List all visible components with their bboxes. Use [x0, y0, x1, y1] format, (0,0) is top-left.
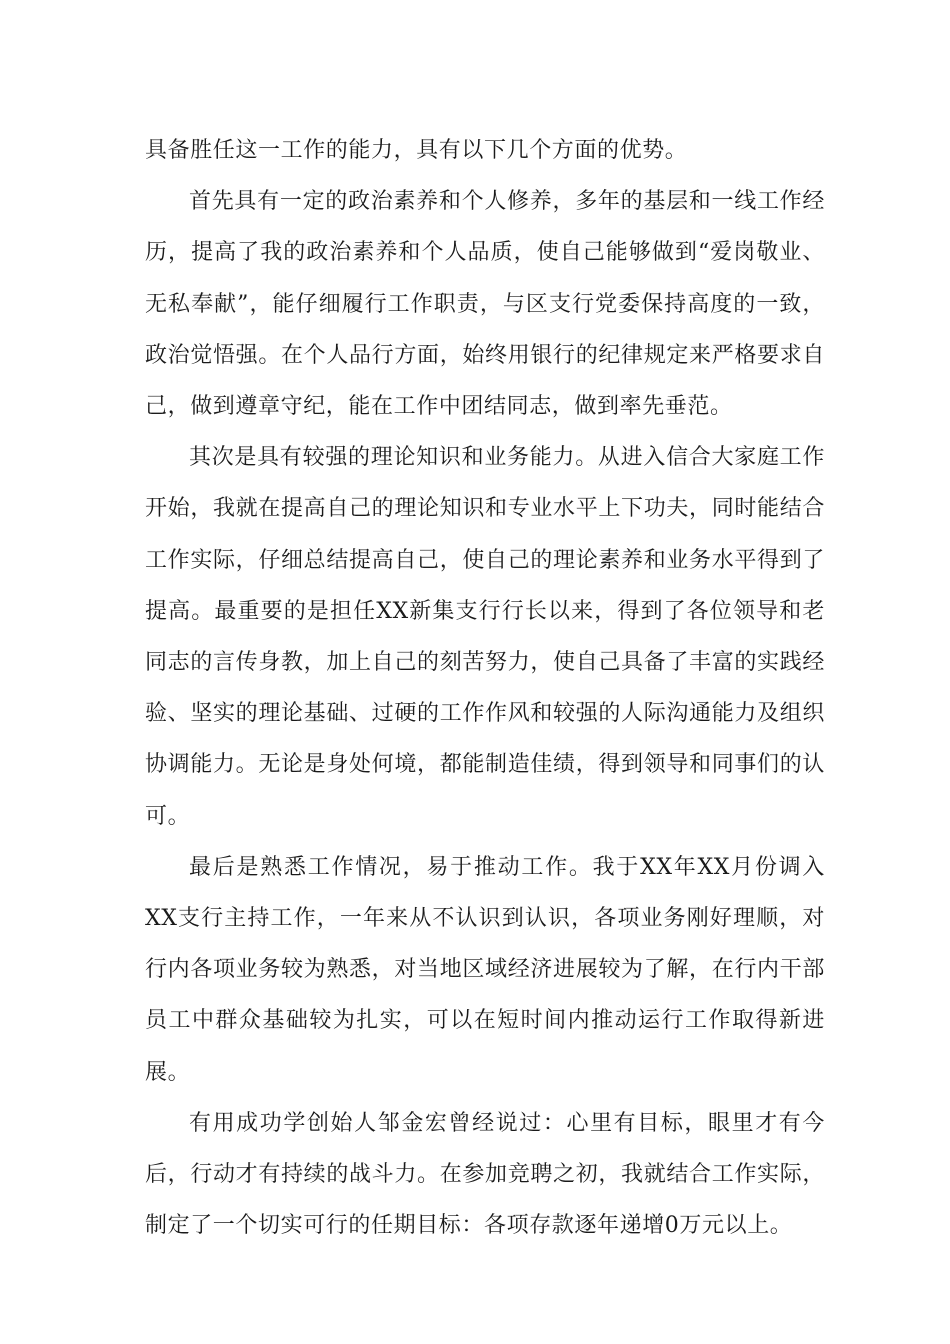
paragraph-theory-and-business: 其次是具有较强的理论知识和业务能力。从进入信合大家庭工作开始，我就在提高自己的理论知识和专业水平上下功夫，同时能结合工作实际，仔细总结提高自己，使自己的理论素养和业务水平得到了提高。最重要的是担任XX新集支行行长以来，得到了各位领导和老同志的言传身教，加上自己的刻苦努力，使自己具备了丰富的实践经验、坚实的理论基础、过硬的工作作风和较强的人际沟通能力及组织协调能力。无论是身处何境，都能制造佳绩，得到领导和同事们的认可。 — [145, 445, 825, 829]
paragraph-goals: 有用成功学创始人邹金宏曾经说过：心里有目标，眼里才有今后，行动才有持续的战斗力。在参加竞聘之初，我就结合工作实际，制定了一个切实可行的任期目标：各项存款逐年递增0万元以上。 — [145, 1110, 825, 1239]
paragraph-continuation: 具备胜任这一工作的能力，具有以下几个方面的优势。 — [145, 138, 688, 163]
paragraph-political-qualities: 首先具有一定的政治素养和个人修养，多年的基层和一线工作经历，提高了我的政治素养和个人品质，使自己能够做到“爱岗敬业、无私奉献”，能仔细履行工作职责，与区支行党委保持高度的一致，政治觉悟强。在个人品行方面，始终用银行的纪律规定来严格要求自己，做到遵章守纪，能在工作中团结同志，做到率先垂范。 — [145, 189, 825, 420]
document-body — [145, 125, 825, 1251]
paragraph-familiar-with-work: 最后是熟悉工作情况，易于推动工作。我于XX年XX月份调入XX支行主持工作，一年来从不认识到认识，各项业务刚好理顺，对行内各项业务较为熟悉，对当地区域经济进展较为了解，在行内干部员工中群众基础较为扎实，可以在短时间内推动运行工作取得新进展。 — [145, 854, 825, 1085]
